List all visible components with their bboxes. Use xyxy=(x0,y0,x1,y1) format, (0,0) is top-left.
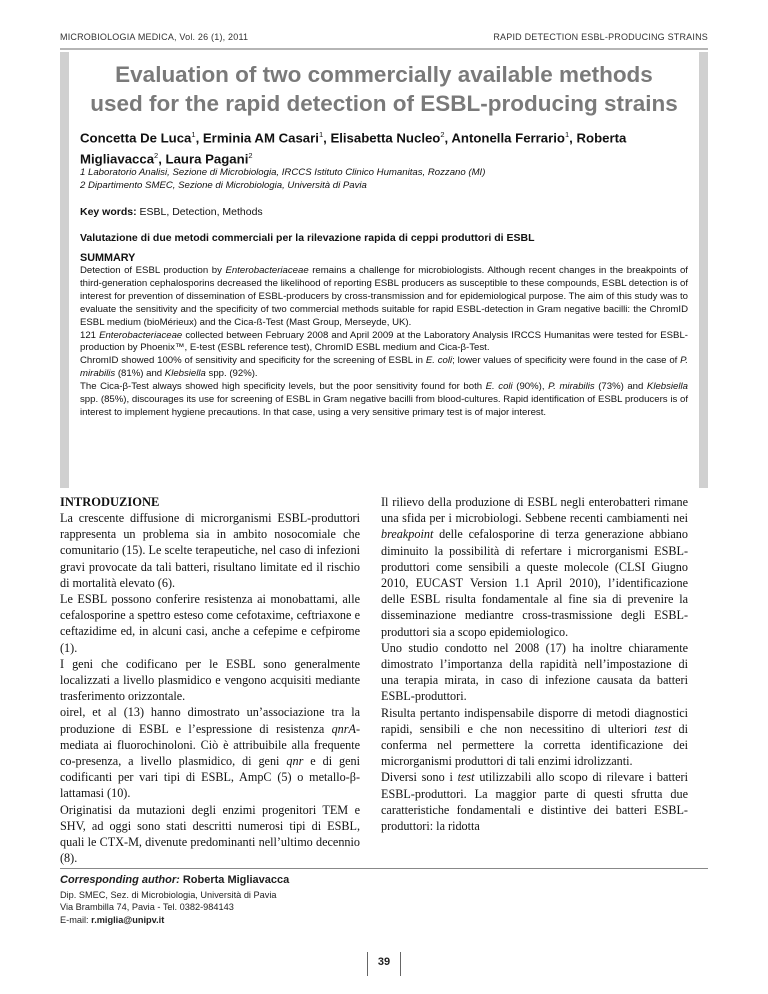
author-name: Roberta Migliavacca xyxy=(80,130,627,167)
summary-paragraph: The Cica-β-Test always showed high specificity levels, but the poor sensitivity found for both E. coli (90%), P. mirabilis (73%) and Klebsiella spp. (85%), discourages its use for screening of ESBL in Gram negative bacilli from blood-cultures. Rapid identification of ESBL producers is of interest to implement hygiene precautions. In that case, using a very sensitive primary test is of major interest. xyxy=(80,381,688,418)
running-header-journal: MICROBIOLOGIA MEDICA, Vol. 26 (1), 2011 xyxy=(60,32,249,42)
right-margin-bar xyxy=(699,52,708,488)
body-paragraph: I geni che codificano per le ESBL sono generalmente localizzati a livello plasmidico e vengono acquisiti mediante trasferimento orizzontale. xyxy=(60,656,360,704)
author-affiliation-mark: 2 xyxy=(154,151,159,161)
page-number-right-bar xyxy=(400,952,401,976)
body-paragraph: Diversi sono i test utilizzabili allo scopo di rilevare i batteri ESBL-produttori. La maggior parte di questi sfrutta due caratteristiche fondamentali e distintive dei batteri ESBL-produttori: la ridotta xyxy=(381,770,688,834)
summary-paragraph: 121 Enterobacteriaceae collected between February 2008 and April 2009 at the Laboratory Analysis IRCCS Humanitas were tested for ESBL-production by Phoenix™, E-test (ESBL reference test), ChromID ESBL medium and Cica-β-Test. xyxy=(80,329,688,354)
corresponding-author-label: Corresponding author: xyxy=(60,874,180,886)
author-list: Concetta De Luca$^1$, Erminia AM Casari$^1$, Elisabetta Nucleo$^2$, Antonella Ferrario$^1$, Roberta Migliavacca$^2$, Laura Pagani$^2$ xyxy=(80,130,627,167)
author-affiliation-mark: 1 xyxy=(564,130,570,139)
corresponding-address-line-2: Via Brambilla 74, Pavia - Tel. 0382-984143 xyxy=(60,902,234,913)
author-affiliation-mark: 2 xyxy=(440,130,445,139)
footnote-rule xyxy=(60,868,708,869)
affiliation-1: 1 Laboratorio Analisi, Sezione di Microbiologia, IRCCS Istituto Clinico Humanitas, Rozzano (MI) xyxy=(80,167,486,178)
body-column-right xyxy=(381,494,688,834)
author-name: Elisabetta Nucleo xyxy=(330,130,441,146)
author-affiliation-mark: 1 xyxy=(191,130,196,139)
affiliation-2: 2 Dipartimento SMEC, Sezione di Microbiologia, Università di Pavia xyxy=(80,180,367,191)
author-affiliation-mark: 1 xyxy=(318,130,324,139)
summary-abstract xyxy=(80,265,688,420)
section-heading-introduzione: INTRODUZIONE xyxy=(60,495,160,509)
author-name: Concetta De Luca xyxy=(80,130,192,146)
corresponding-email-line: E-mail: r.miglia@unipv.it xyxy=(60,914,165,925)
body-paragraph: Risulta pertanto indispensabile disporre di metodi diagnostici rapidi, sensibili e che non necessitino di ulteriori test di conferma nel permettere la corretta identificazione dei microrganismi produttori di tali enzimi idrolizzanti. xyxy=(381,705,688,769)
corresponding-address-line-1: Dip. SMEC, Sez. di Microbiologia, Università di Pavia xyxy=(60,889,277,900)
author-affiliation-mark: 2 xyxy=(248,151,253,161)
corresponding-author-name: Roberta Migliavacca xyxy=(182,874,290,886)
summary-heading: SUMMARY xyxy=(80,252,136,264)
italian-title: Valutazione di due metodi commerciali per la rilevazione rapida di ceppi produttori di ESBL xyxy=(80,232,535,244)
keywords-label: Key words: xyxy=(80,206,137,218)
keywords xyxy=(80,206,688,218)
header-rule xyxy=(60,48,708,50)
summary-paragraph: ChromID showed 100% of sensitivity and specificity for the screening of ESBL in E. coli; lower values of specificity were found in the case of P. mirabilis (81%) and Klebsiella spp. (92%). xyxy=(80,355,688,380)
article-title-line-1: Evaluation of two commercially available methods xyxy=(115,62,653,87)
author-name: Antonella Ferrario xyxy=(451,130,565,146)
page-number-box xyxy=(357,952,411,976)
body-column-left xyxy=(60,494,360,866)
article-title xyxy=(80,60,688,118)
corresponding-author-heading xyxy=(60,874,289,887)
affiliations xyxy=(80,166,688,192)
author-name: Laura Pagani xyxy=(165,151,249,167)
author-name: Erminia AM Casari xyxy=(202,130,319,146)
corresponding-author-block xyxy=(60,874,289,926)
body-paragraph: Le ESBL possono conferire resistenza ai monobattami, alle cefalosporine a spettro esteso come cefotaxime, ceftriaxone e ceftazidime ed, in alcuni casi, anche a cefepime e cefpirome (1). xyxy=(60,592,360,655)
corresponding-email[interactable]: r.miglia@unipv.it xyxy=(91,914,165,925)
body-paragraph: Originatisi da mutazioni degli enzimi progenitori TEM e SHV, ad oggi sono stati descritti numerosi tipi di ESBL, quali le CTX-M, divenute predominanti nell’ultimo decennio (8). xyxy=(60,802,360,866)
running-header-short-title: RAPID DETECTION ESBL-PRODUCING STRAINS xyxy=(493,32,708,42)
body-paragraph: Uno studio condotto nel 2008 (17) ha inoltre chiaramente dimostrato l’importanza della rapidità nell’impostazione di una terapia mirata, in caso di infezione causata da batteri ESBL-produttori. xyxy=(381,640,688,704)
left-margin-bar xyxy=(60,52,69,488)
summary-paragraph: Detection of ESBL production by Enterobacteriaceae remains a challenge for microbiologists. Although recent changes in the breakpoints of third-generation cephalosporins decreased the likelihood of reporting ESBL producers as susceptible to these compounds, ESBL detection is of interest for prevention of dissemination of ESBL-producers by cross-transmission and for epidemiological purpose. The aim of this study was to evaluate the sensitivity and the specificity of two commercial methods suitable for rapid ESBL-detection in Gram negative bacilli: the ChromID ESBL medium (bioMérieux) and the Cica-ß-Test (Mast Group, Merseyde, UK). xyxy=(80,265,688,328)
body-paragraph: oirel, et al (13) hanno dimostrato un’associazione tra la produzione di ESBL e l’espressione di resistenza qnrA-mediata ai fluorochinoloni. Ciò è attribuibile alla frequente co-presenza, a livello plasmidico, di geni qnr e di geni codificanti per vari tipi di ESBL, AmpC (5) o metallo-β-lattamasi (10). xyxy=(60,705,361,801)
page-number: 39 xyxy=(377,956,391,968)
keywords-value: ESBL, Detection, Methods xyxy=(139,206,263,218)
body-paragraph: Il rilievo della produzione di ESBL negli enterobatteri rimane una sfida per i microbiologi. Sebbene recenti cambiamenti nei breakpoint delle cefalosporine di terza generazione abbiano diminuito la possibilità di refertare i microrganismi ESBL-produttori come sensibili a queste molecole (CLSI Giugno 2010, EUCAST Version 1.1 April 2010), l’identificazione delle ESBL risulta fondamentale al fine sia di prevenire la disseminazione mediantre cross-trasmissione degli ESBL-produttori sia a scopo epidemiologico. xyxy=(381,495,688,639)
article-title-line-2: used for the rapid detection of ESBL-producing strains xyxy=(90,91,678,116)
body-paragraph: La crescente diffusione di microrganismi ESBL-produttori rappresenta un problema sia in ambito nosocomiale che comunitario (15). Le scelte terapeutiche, nel caso di infezioni gravi provocate da tali batteri, risultano limitate ed il rischio di mortalità elevato (6). xyxy=(60,511,360,590)
